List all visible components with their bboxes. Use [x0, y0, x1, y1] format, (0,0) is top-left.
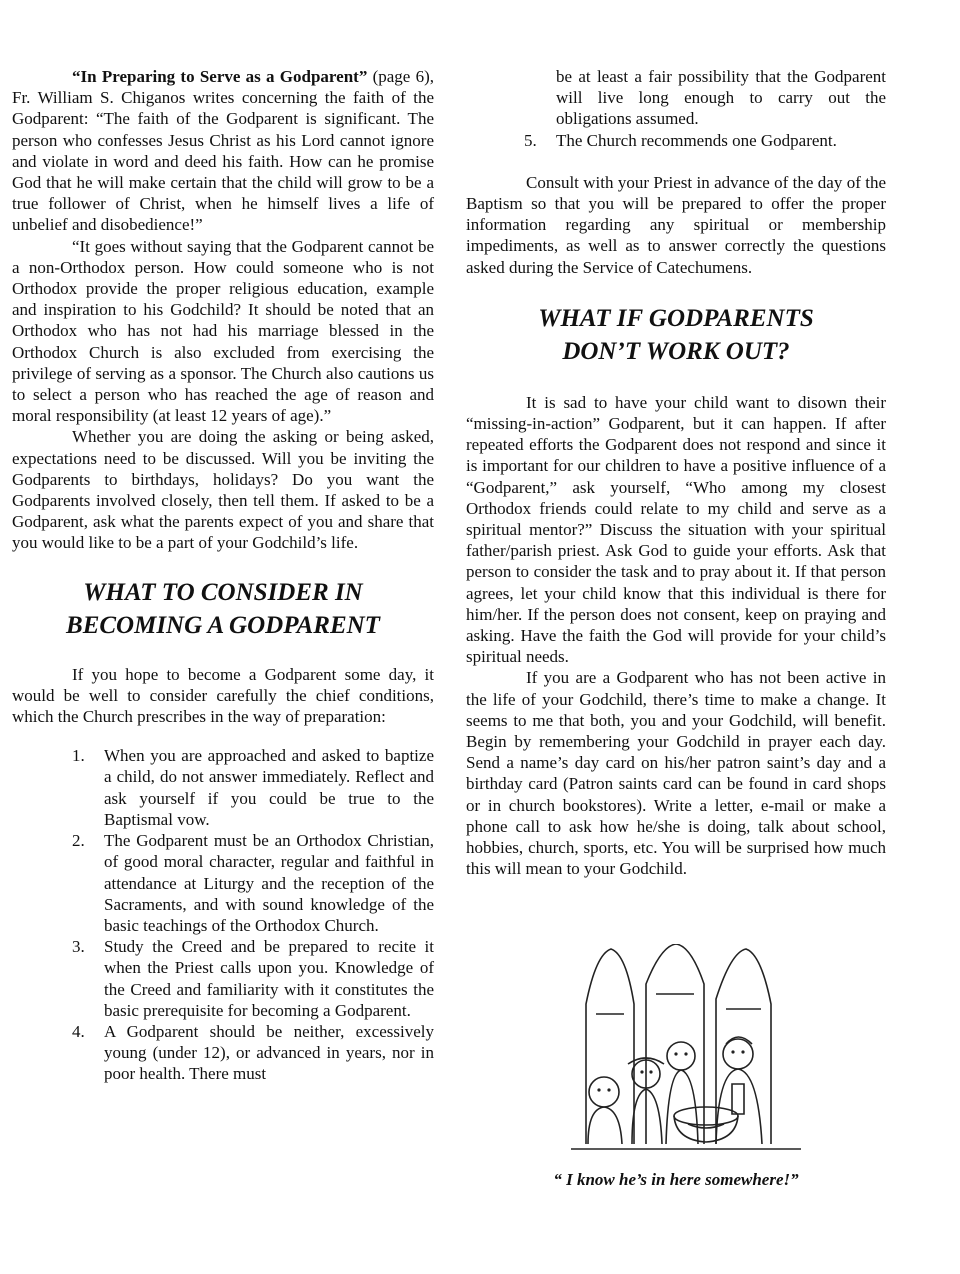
list-number: 1. [72, 746, 85, 766]
list-text: be at least a fair possibility that the Godparent will live long enough to carry out the obligations assumed. [556, 67, 886, 129]
list-number: 2. [72, 831, 85, 851]
list-text: A Godparent should be neither, excessively young (under 12), or advanced in years, nor in poor health. There must [104, 1021, 434, 1084]
heading-line: WHAT IF GODPARENTS [538, 304, 814, 332]
right-column [466, 66, 886, 880]
church-cartoon-illustration [566, 944, 806, 1156]
heading-line: BECOMING A GODPARENT [66, 611, 380, 639]
intro-text: (page 6), Fr. William S. Chiganos writes concerning the faith of the Godparent: “The faith of the Godparent is significant. The person who confesses Jesus Christ as his Lord cannot ignore and violate in word and deed his faith. How can he promise God that he will make certain that the child will grow to be a true follower of Christ, when he himself lives a life of unbelief and disobedience!” [12, 67, 434, 235]
cartoon-caption: “ I know he’s in here somewhere!” [553, 1170, 799, 1189]
list-number: 4. [72, 1021, 85, 1041]
list-number: 3. [72, 937, 85, 957]
conditions-list [72, 745, 434, 1084]
quoted-title: “In Preparing to Serve as a Godparent” [72, 67, 368, 86]
section-heading-godparents [466, 302, 886, 368]
list-text: When you are approached and asked to baptize a child, do not answer immediately. Reflect and ask yourself if you could be true to the Baptismal vow. [104, 746, 434, 829]
heading-line: DON’T WORK OUT? [562, 337, 790, 365]
list-item [72, 1021, 434, 1085]
intro-paragraph [12, 66, 434, 236]
list-number: 5. [524, 130, 537, 150]
list-item-continued [556, 66, 886, 130]
inactive-godparent-paragraph: If you are a Godparent who has not been active in the life of your Godchild, there’s time to make a change. It seems to me that both, you and your Godchild, will benefit. Begin by remembering your Godchild in prayer each day. Send a name’s day card on his/her patron saint’s day and a birthday card (Patron saints card can be found in card shops or in church bookstores). Write a letter, e-mail or make a phone call to ask how he/she is doing, talk about school, hobbies, church, sports, etc. You will be surprised how much this will mean to your Godchild. [466, 668, 886, 879]
list-item [524, 130, 886, 151]
list-text: The Godparent must be an Orthodox Christian, of good moral character, regular and faithful in attendance at Liturgy and the reception of the Sacraments, and with sound knowledge of the basic teachings of the Orthodox Church. [104, 831, 434, 935]
missing-godparent-paragraph: It is sad to have your child want to disown their “missing-in-action” Godparent, but it can happen. If after repeated efforts the Godparent does not respond and since it is important for our children to have a positive influence of a “Godparent,” ask yourself, “Who among my closest Orthodox friends could relate to my child and serve as a spiritual mentor?” Discuss the situation with your spiritual father/parish priest. Ask God to guide your efforts. Ask that person to consider the task and to pray about it. If that person agrees, let your child know that this individual is there for him/her. If the person does not consent, keep on praying and asking. Have the faith the God will provide for your child’s spiritual needs. [466, 392, 886, 667]
heading-line: WHAT TO CONSIDER IN [83, 578, 363, 606]
left-column [12, 66, 434, 1085]
list-item [72, 936, 434, 1021]
list-item [72, 830, 434, 936]
consult-priest-paragraph: Consult with your Priest in advance of the day of the Baptism so that you will be prepared to offer the proper information regarding any spiritual or membership impediments, as well as to answer correctly the questions asked during the Service of Catechumens. [466, 172, 886, 277]
list-text: The Church recommends one Godparent. [556, 130, 837, 150]
conditions-intro-paragraph: If you hope to become a Godparent some day, it would be well to consider carefully the chief conditions, which the Church prescribes in the way of preparation: [12, 664, 434, 727]
list-text: Study the Creed and be prepared to recite it when the Priest calls upon you. Knowledge of the Creed and familiarity with it constitutes the basic prerequisite for becoming a Godparent. [104, 937, 434, 1020]
expectations-paragraph: Whether you are doing the asking or being asked, expectations need to be discussed. Will you be inviting the Godparents to birthdays, holidays? Do you want the Godparents involved closely, then tell them. If asked to be a Godparent, ask what the parents expect of you and share that you would like to be a part of your Godchild’s life. [12, 427, 434, 553]
section-heading-considerations [12, 576, 434, 642]
list-item [72, 745, 434, 830]
conditions-list-continued [524, 66, 886, 151]
orthodox-requirement-paragraph: “It goes without saying that the Godparent cannot be a non-Orthodox person. How could someone who is not Orthodox provide the proper religious education, example and inspiration to his Godchild? It should be noted that an Orthodox who has not had his marriage blessed in the Orthodox Church is also excluded from exercising the privilege of serving as a sponsor. The Church also cautions us to select a person who has reached the age of reason and moral responsibility (at least 12 years of age).” [12, 236, 434, 426]
